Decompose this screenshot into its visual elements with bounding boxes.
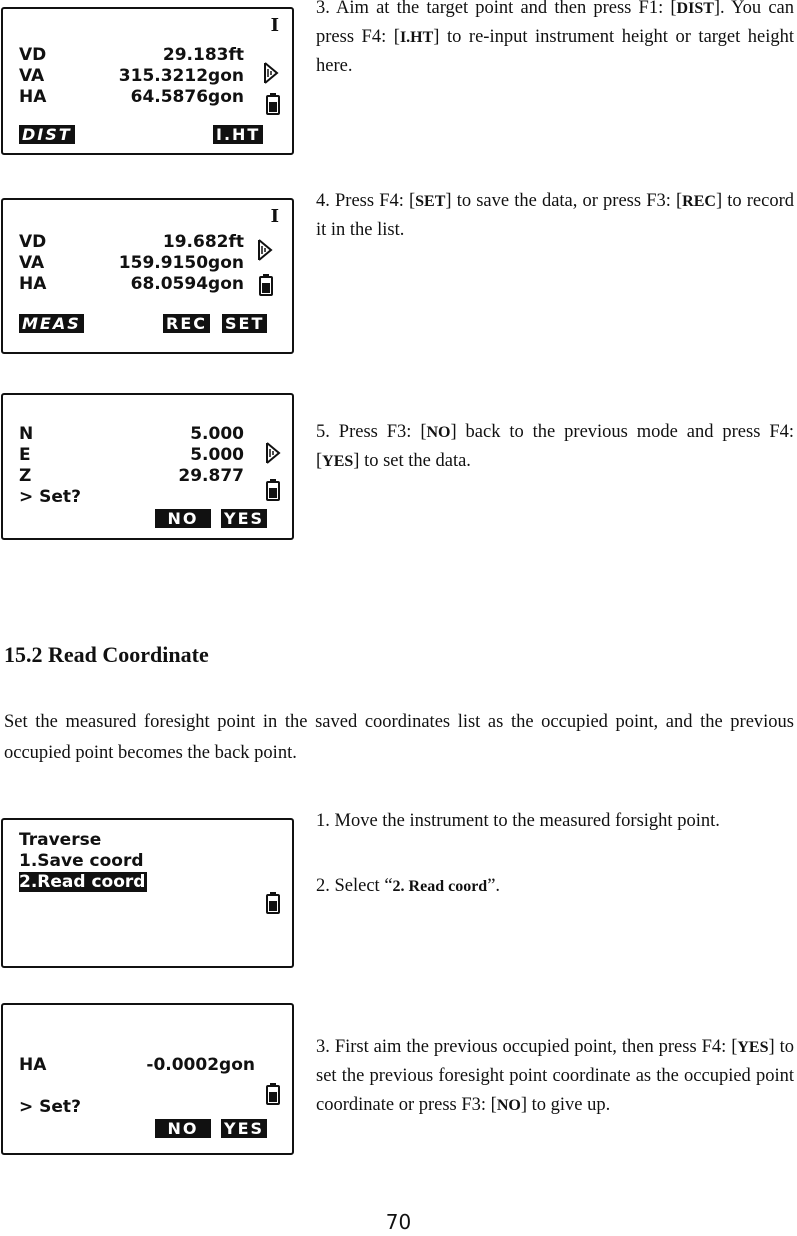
iht-softkey[interactable]: I.HT	[213, 125, 263, 144]
section-heading: 15.2 Read Coordinate	[4, 642, 209, 667]
vd-label: VD	[19, 232, 47, 252]
ha-row	[19, 87, 244, 108]
z-row	[19, 466, 244, 487]
ha-value: 64.5876gon	[130, 87, 244, 107]
n-value: 5.000	[190, 424, 244, 444]
menu-title: Traverse	[19, 830, 102, 850]
lcd-screen-1	[1, 7, 294, 155]
section-step1: 1. Move the instrument to the measured forsight point.	[316, 811, 720, 831]
ha-label: HA	[19, 87, 47, 107]
no-softkey[interactable]: NO	[155, 509, 211, 528]
step3-description: 3. Aim at the target point and then press F1: [DIST]. You can press F4: [I.HT] to re-input instrument height or target height here.	[316, 0, 794, 76]
menu-item-save-coord[interactable]: 1.Save coord	[19, 851, 144, 871]
n-row	[19, 424, 244, 445]
lcd-screen-5	[1, 1003, 294, 1155]
va-row	[19, 66, 244, 87]
ha-value: 68.0594gon	[130, 274, 244, 294]
battery-icon	[266, 479, 280, 501]
ha-label: HA	[19, 274, 47, 294]
meas-softkey[interactable]: MEAS	[19, 314, 84, 333]
va-value: 315.3212gon	[118, 66, 244, 86]
step5-description: 5. Press F3: [NO] back to the previous mode and press F4: [YES] to set the data.	[316, 422, 794, 471]
e-label: E	[19, 445, 31, 465]
vd-value: 19.682ft	[162, 232, 244, 252]
e-value: 5.000	[190, 445, 244, 465]
va-value: 159.9150gon	[118, 253, 244, 273]
section-intro: Set the measured foresight point in the saved coordinates list as the occupied point, and the previous occupied point becomes the back point.	[4, 712, 794, 763]
vd-row	[19, 45, 244, 66]
vd-row	[19, 232, 244, 253]
ha-row	[19, 274, 244, 295]
va-row	[19, 253, 244, 274]
page-number: 70	[385, 1210, 412, 1234]
no-softkey[interactable]: NO	[155, 1119, 211, 1138]
z-label: Z	[19, 466, 32, 486]
menu-item-read-coord[interactable]	[19, 872, 147, 893]
set-softkey[interactable]: SET	[222, 314, 267, 333]
n-label: N	[19, 424, 34, 444]
ha-label: HA	[19, 1055, 47, 1075]
va-label: VA	[19, 253, 45, 273]
rec-softkey[interactable]: REC	[163, 314, 210, 333]
battery-icon	[259, 274, 273, 296]
lcd-screen-3	[1, 393, 294, 540]
mode-indicator: I	[270, 206, 279, 227]
set-prompt: > Set?	[19, 487, 81, 507]
prism-icon	[257, 238, 275, 262]
section-step3: 3. First aim the previous occupied point, then press F4: [YES] to set the previous foresight point coordinate as the occupied point coordinate or press F3: [NO] to give up.	[316, 1037, 794, 1115]
prism-icon	[263, 61, 281, 85]
battery-icon	[266, 93, 280, 115]
step4-description: 4. Press F4: [SET] to save the data, or press F3: [REC] to record it in the list.	[316, 191, 795, 240]
yes-softkey[interactable]: YES	[221, 1119, 267, 1138]
lcd-screen-4	[1, 818, 294, 968]
set-prompt: > Set?	[19, 1097, 81, 1117]
battery-icon	[266, 892, 280, 914]
ha-value: -0.0002gon	[146, 1055, 255, 1075]
dist-softkey[interactable]: DIST	[19, 125, 75, 144]
lcd-screen-2	[1, 198, 294, 354]
menu-item-read-coord-label: 2.Read coord	[19, 872, 146, 892]
mode-indicator: I	[270, 15, 279, 36]
z-value: 29.877	[178, 466, 244, 486]
yes-softkey[interactable]: YES	[221, 509, 267, 528]
section-step2: 2. Select “2. Read coord”.	[316, 876, 501, 896]
battery-icon	[266, 1083, 280, 1105]
vd-label: VD	[19, 45, 47, 65]
vd-value: 29.183ft	[162, 45, 244, 65]
ha-row	[19, 1055, 255, 1076]
va-label: VA	[19, 66, 45, 86]
prism-icon	[265, 441, 283, 465]
e-row	[19, 445, 244, 466]
